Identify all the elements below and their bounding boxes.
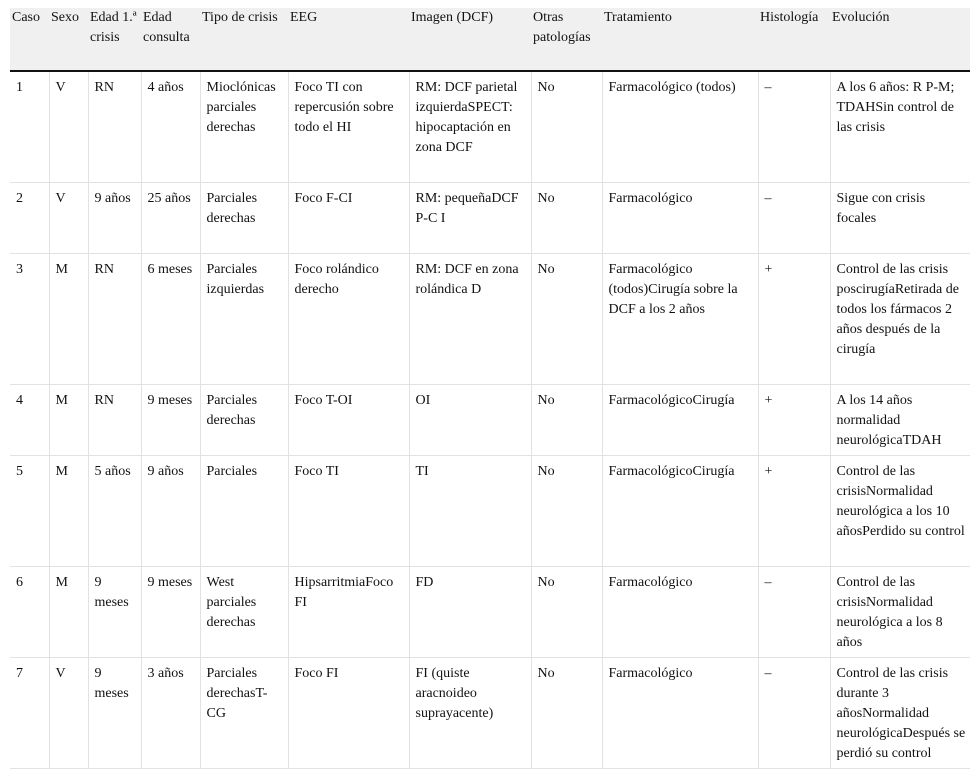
cell-tipo-crisis: Parciales derechas [200, 384, 288, 455]
cell-eeg: Foco TI con repercusión sobre todo el HI [288, 71, 409, 182]
cell-imagen: RM: DCF en zona rolándica D [409, 253, 531, 384]
table-row [10, 566, 970, 657]
table-row [10, 182, 970, 253]
cell-edad-consulta: 6 meses [141, 253, 200, 384]
header-tratamiento: Tratamiento [602, 8, 758, 71]
cell-edad-primera-crisis: 5 años [88, 455, 141, 566]
table-header [10, 8, 970, 71]
cell-eeg: Foco F-CI [288, 182, 409, 253]
cell-evolucion: Control de las crisisNormalidad neurológica a los 10 añosPerdido su control [830, 455, 970, 566]
cell-evolucion: A los 6 años: R P-M; TDAHSin control de las crisis [830, 71, 970, 182]
cell-otras-patologias: No [531, 455, 602, 566]
table-row [10, 71, 970, 182]
cell-tratamiento: Farmacológico [602, 182, 758, 253]
cell-sexo: M [49, 566, 88, 657]
cell-tratamiento: Farmacológico (todos) [602, 71, 758, 182]
cell-caso: 6 [10, 566, 49, 657]
cell-histologia: – [758, 657, 830, 768]
cell-evolucion: Control de las crisis durante 3 añosNormalidad neurológicaDespués se perdió su control [830, 657, 970, 768]
cell-otras-patologias: No [531, 71, 602, 182]
cell-caso: 2 [10, 182, 49, 253]
cell-sexo: M [49, 384, 88, 455]
cell-tipo-crisis: Parciales derechasT-CG [200, 657, 288, 768]
cell-tratamiento: Farmacológico [602, 657, 758, 768]
cell-otras-patologias: No [531, 384, 602, 455]
cell-edad-consulta: 9 meses [141, 384, 200, 455]
cell-imagen: FD [409, 566, 531, 657]
cell-eeg: Foco TI [288, 455, 409, 566]
cell-edad-consulta: 3 años [141, 657, 200, 768]
cell-caso: 3 [10, 253, 49, 384]
cell-histologia: + [758, 384, 830, 455]
table-body [10, 71, 970, 768]
cell-tipo-crisis: Mioclónicas parciales derechas [200, 71, 288, 182]
cell-edad-primera-crisis: 9 años [88, 182, 141, 253]
cell-eeg: Foco T-OI [288, 384, 409, 455]
cell-caso: 7 [10, 657, 49, 768]
cell-edad-primera-crisis: 9 meses [88, 566, 141, 657]
cell-tratamiento: FarmacológicoCirugía [602, 384, 758, 455]
cell-imagen: RM: DCF parietal izquierdaSPECT: hipocaptación en zona DCF [409, 71, 531, 182]
header-evolucion: Evolución [830, 8, 970, 71]
cell-evolucion: Sigue con crisis focales [830, 182, 970, 253]
table-row [10, 253, 970, 384]
table-row [10, 455, 970, 566]
header-eeg: EEG [288, 8, 409, 71]
cell-tratamiento: Farmacológico [602, 566, 758, 657]
clinical-cases-table [10, 8, 970, 769]
cell-edad-primera-crisis: RN [88, 253, 141, 384]
cell-tipo-crisis: Parciales derechas [200, 182, 288, 253]
cell-histologia: + [758, 253, 830, 384]
cell-edad-consulta: 9 años [141, 455, 200, 566]
cell-otras-patologias: No [531, 182, 602, 253]
cell-evolucion: Control de las crisis poscirugíaRetirada de todos los fármacos 2 años después de la cirugía [830, 253, 970, 384]
cell-sexo: V [49, 71, 88, 182]
cell-otras-patologias: No [531, 253, 602, 384]
cell-otras-patologias: No [531, 657, 602, 768]
cell-sexo: V [49, 182, 88, 253]
cell-evolucion: Control de las crisisNormalidad neurológica a los 8 años [830, 566, 970, 657]
cell-eeg: HipsarritmiaFoco FI [288, 566, 409, 657]
cell-histologia: + [758, 455, 830, 566]
cell-edad-primera-crisis: RN [88, 71, 141, 182]
cell-histologia: – [758, 182, 830, 253]
cell-edad-primera-crisis: 9 meses [88, 657, 141, 768]
cell-tratamiento: Farmacológico (todos)Cirugía sobre la DCF a los 2 años [602, 253, 758, 384]
cell-tipo-crisis: Parciales [200, 455, 288, 566]
cell-edad-consulta: 9 meses [141, 566, 200, 657]
table-row [10, 657, 970, 768]
header-sexo: Sexo [49, 8, 88, 71]
cell-sexo: V [49, 657, 88, 768]
cell-otras-patologias: No [531, 566, 602, 657]
cell-imagen: TI [409, 455, 531, 566]
cell-edad-consulta: 25 años [141, 182, 200, 253]
cell-evolucion: A los 14 años normalidad neurológicaTDAH [830, 384, 970, 455]
cell-histologia: – [758, 71, 830, 182]
cell-imagen: OI [409, 384, 531, 455]
header-row [10, 8, 970, 71]
cell-tipo-crisis: West parciales derechas [200, 566, 288, 657]
cell-edad-primera-crisis: RN [88, 384, 141, 455]
header-imagen: Imagen (DCF) [409, 8, 531, 71]
header-caso: Caso [10, 8, 49, 71]
cell-caso: 5 [10, 455, 49, 566]
cell-eeg: Foco rolándico derecho [288, 253, 409, 384]
cell-sexo: M [49, 455, 88, 566]
cell-caso: 1 [10, 71, 49, 182]
header-edad-primera-crisis: Edad 1.ª crisis [88, 8, 141, 71]
cell-imagen: FI (quiste aracnoideo suprayacente) [409, 657, 531, 768]
header-edad-consulta: Edad consulta [141, 8, 200, 71]
cell-caso: 4 [10, 384, 49, 455]
table-row [10, 384, 970, 455]
cell-tratamiento: FarmacológicoCirugía [602, 455, 758, 566]
header-otras-patologias: Otras patologías [531, 8, 602, 71]
cell-sexo: M [49, 253, 88, 384]
cell-tipo-crisis: Parciales izquierdas [200, 253, 288, 384]
cell-histologia: – [758, 566, 830, 657]
cell-eeg: Foco FI [288, 657, 409, 768]
cell-edad-consulta: 4 años [141, 71, 200, 182]
header-histologia: Histología [758, 8, 830, 71]
header-tipo-crisis: Tipo de crisis [200, 8, 288, 71]
cell-imagen: RM: pequeñaDCF P-C I [409, 182, 531, 253]
